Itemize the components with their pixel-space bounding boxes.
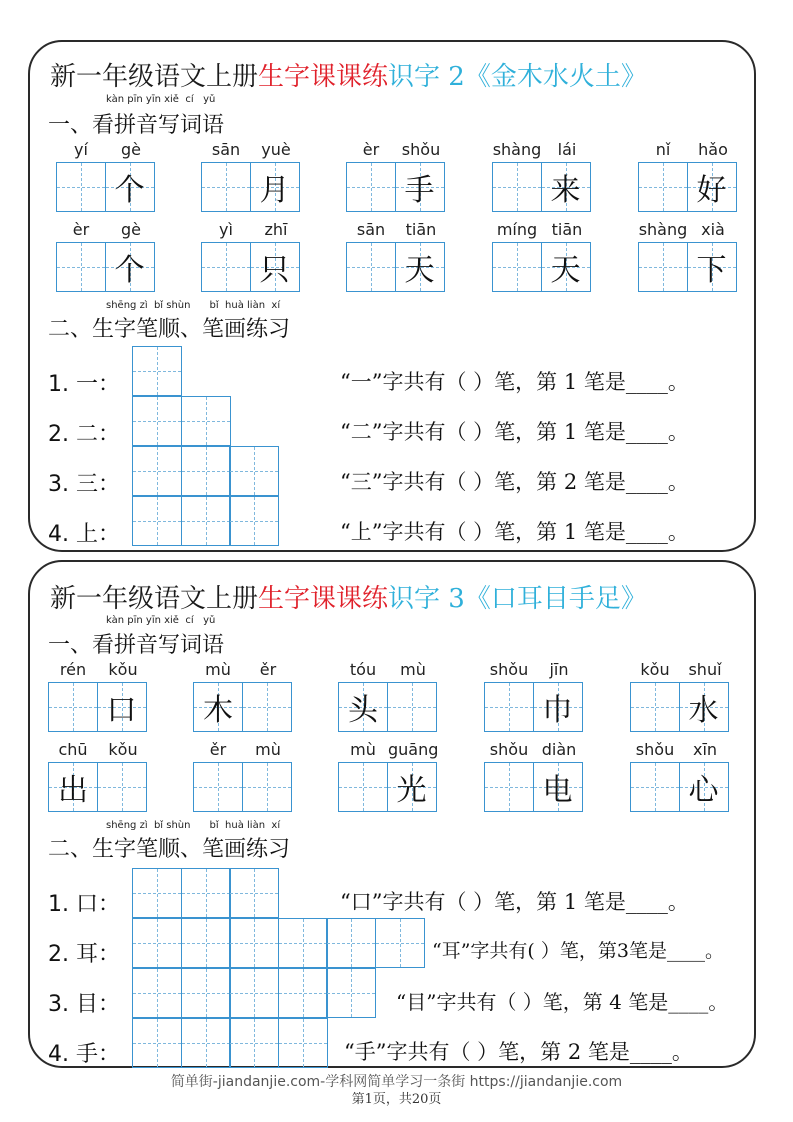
word-item xyxy=(48,660,148,732)
writing-cell[interactable] xyxy=(132,396,182,446)
pinyin: shǒu xyxy=(489,740,529,759)
word-item xyxy=(193,740,293,812)
writing-cell[interactable] xyxy=(242,682,292,732)
writing-cell[interactable] xyxy=(346,242,396,292)
title-grade: 新一年级语文上册 xyxy=(50,62,259,92)
section2-pinyin: shēng zì bǐ shùn bǐ huà liàn xí xyxy=(106,300,281,311)
stroke-row-label: 3. 目： xyxy=(48,992,120,1017)
writing-cell[interactable] xyxy=(630,682,680,732)
stroke-question: “耳”字共有( ）笔，第3笔是____。 xyxy=(432,940,724,962)
writing-cell[interactable] xyxy=(181,496,231,546)
writing-cell[interactable] xyxy=(132,496,182,546)
title-practice: 生字课课练 xyxy=(258,62,389,92)
title-practice: 生字课课练 xyxy=(258,584,389,614)
word-item xyxy=(201,140,301,212)
stroke-row-label: 1. 口： xyxy=(48,892,120,917)
word-item xyxy=(492,220,592,292)
pinyin: yuè xyxy=(261,140,291,159)
word-item xyxy=(638,140,738,212)
writing-cell[interactable] xyxy=(229,446,279,496)
worksheet-card-2 xyxy=(28,560,756,1068)
word-item xyxy=(484,740,584,812)
word-item xyxy=(484,660,584,732)
stroke-row-label: 2. 二： xyxy=(48,422,120,447)
pinyin: nǐ xyxy=(655,140,671,159)
writing-cell[interactable] xyxy=(630,762,680,812)
writing-cell[interactable] xyxy=(375,918,425,968)
section2-pinyin: shēng zì bǐ shùn bǐ huà liàn xí xyxy=(106,820,281,831)
writing-cell[interactable] xyxy=(387,682,437,732)
writing-cell[interactable]: 个 xyxy=(105,242,155,292)
writing-cell[interactable] xyxy=(278,918,328,968)
writing-cell[interactable] xyxy=(278,968,328,1018)
pinyin: lái xyxy=(557,140,577,159)
pinyin: gè xyxy=(121,140,141,159)
word-item xyxy=(338,740,438,812)
writing-cell[interactable] xyxy=(229,496,279,546)
writing-cell[interactable] xyxy=(132,446,182,496)
writing-cell[interactable] xyxy=(492,242,542,292)
worksheet-card-1 xyxy=(28,40,756,552)
writing-cell[interactable] xyxy=(132,1018,182,1068)
writing-cell[interactable] xyxy=(638,242,688,292)
stroke-grid[interactable] xyxy=(132,1018,328,1068)
stroke-grid[interactable] xyxy=(132,346,182,396)
pinyin: shǒu xyxy=(401,140,441,159)
writing-cell[interactable] xyxy=(132,968,182,1018)
pinyin: mù xyxy=(400,660,426,679)
writing-cell[interactable]: 天 xyxy=(541,242,591,292)
stroke-question: “上”字共有（ ）笔，第 1 笔是____。 xyxy=(340,520,689,544)
pinyin: sān xyxy=(211,140,241,159)
stroke-grid[interactable] xyxy=(132,968,376,1018)
pinyin: tiān xyxy=(551,220,583,239)
writing-cell[interactable] xyxy=(56,242,106,292)
pinyin: shàng xyxy=(638,220,688,239)
writing-cell[interactable] xyxy=(97,762,147,812)
writing-cell[interactable]: 下 xyxy=(687,242,737,292)
word-item xyxy=(346,220,446,292)
stroke-question: “三”字共有（ ）笔，第 2 笔是____。 xyxy=(340,470,689,494)
stroke-question: “二”字共有（ ）笔，第 1 笔是____。 xyxy=(340,420,689,444)
pinyin: èr xyxy=(72,220,90,239)
section1-pinyin: kàn pīn yīn xiě cí yǔ xyxy=(106,94,216,105)
title-lesson: 识字 2《金木水火土》 xyxy=(388,62,647,92)
writing-cell[interactable] xyxy=(201,242,251,292)
writing-cell[interactable] xyxy=(201,162,251,212)
word-item xyxy=(56,140,156,212)
stroke-row-label: 2. 耳： xyxy=(48,942,120,967)
stroke-question: “目”字共有（ ）笔，第 4 笔是____。 xyxy=(396,990,729,1014)
pinyin: shuǐ xyxy=(688,660,722,679)
pinyin: ěr xyxy=(259,660,277,679)
pinyin: mù xyxy=(255,740,281,759)
writing-cell[interactable] xyxy=(181,918,231,968)
pinyin: mù xyxy=(350,740,376,759)
writing-cell[interactable] xyxy=(346,162,396,212)
title-lesson: 识字 3《口耳目手足》 xyxy=(388,584,647,614)
word-item xyxy=(630,740,730,812)
writing-cell[interactable]: 月 xyxy=(250,162,300,212)
pinyin: tóu xyxy=(349,660,377,679)
writing-cell[interactable] xyxy=(181,396,231,446)
writing-cell[interactable] xyxy=(132,868,182,918)
writing-cell[interactable] xyxy=(229,1018,279,1068)
stroke-question: “口”字共有（ ）笔，第 1 笔是____。 xyxy=(340,890,689,914)
writing-cell[interactable] xyxy=(229,918,279,968)
word-item xyxy=(193,660,293,732)
section2-heading: 二、生字笔顺、笔画练习 xyxy=(48,317,291,342)
pinyin: èr xyxy=(362,140,380,159)
writing-cell[interactable]: 口 xyxy=(97,682,147,732)
writing-cell[interactable] xyxy=(278,1018,328,1068)
stroke-grid[interactable] xyxy=(132,868,279,918)
pinyin: mù xyxy=(205,660,231,679)
pinyin: xià xyxy=(701,220,725,239)
title-grade: 新一年级语文上册 xyxy=(50,584,259,614)
writing-cell[interactable] xyxy=(56,162,106,212)
writing-cell[interactable]: 木 xyxy=(193,682,243,732)
pinyin: kǒu xyxy=(640,660,670,679)
writing-cell[interactable]: 出 xyxy=(48,762,98,812)
pinyin: jīn xyxy=(549,660,569,679)
writing-cell[interactable] xyxy=(181,446,231,496)
page-number: 第1页，共20页 xyxy=(351,1092,442,1107)
writing-cell[interactable] xyxy=(181,1018,231,1068)
writing-cell[interactable]: 电 xyxy=(533,762,583,812)
pinyin: shàng xyxy=(492,140,542,159)
pinyin: diàn xyxy=(541,740,577,759)
writing-cell[interactable]: 来 xyxy=(541,162,591,212)
writing-cell[interactable] xyxy=(181,868,231,918)
writing-cell[interactable]: 手 xyxy=(395,162,445,212)
writing-cell[interactable]: 巾 xyxy=(533,682,583,732)
word-item xyxy=(338,660,438,732)
writing-cell[interactable]: 个 xyxy=(105,162,155,212)
writing-cell[interactable] xyxy=(484,682,534,732)
pinyin: míng xyxy=(496,220,538,239)
writing-cell[interactable] xyxy=(193,762,243,812)
stroke-question: “手”字共有（ ）笔，第 2 笔是____。 xyxy=(344,1040,693,1064)
writing-cell[interactable] xyxy=(181,968,231,1018)
writing-cell[interactable] xyxy=(492,162,542,212)
stroke-row-label: 4. 手： xyxy=(48,1042,120,1067)
pinyin: guāng xyxy=(388,740,439,759)
writing-cell[interactable] xyxy=(242,762,292,812)
writing-cell[interactable]: 水 xyxy=(679,682,729,732)
pinyin: zhī xyxy=(264,220,288,239)
writing-cell[interactable]: 只 xyxy=(250,242,300,292)
pinyin: xīn xyxy=(692,740,718,759)
writing-cell[interactable]: 头 xyxy=(338,682,388,732)
stroke-grid[interactable] xyxy=(132,446,279,496)
stroke-row-label: 3. 三： xyxy=(48,472,120,497)
writing-cell[interactable] xyxy=(326,918,376,968)
section1-pinyin: kàn pīn yīn xiě cí yǔ xyxy=(106,615,216,626)
writing-cell[interactable]: 天 xyxy=(395,242,445,292)
pinyin: kǒu xyxy=(108,740,138,759)
word-item xyxy=(492,140,592,212)
writing-cell[interactable] xyxy=(229,968,279,1018)
pinyin: sān xyxy=(356,220,386,239)
stroke-grid[interactable] xyxy=(132,918,425,968)
section1-heading: 一、看拼音写词语 xyxy=(48,113,225,138)
pinyin: yì xyxy=(219,220,233,239)
pinyin: shǒu xyxy=(635,740,675,759)
word-item xyxy=(201,220,301,292)
writing-cell[interactable]: 心 xyxy=(679,762,729,812)
word-item xyxy=(638,220,738,292)
stroke-question: “一”字共有（ ）笔，第 1 笔是____。 xyxy=(340,370,689,394)
pinyin: shǒu xyxy=(489,660,529,679)
word-item xyxy=(346,140,446,212)
footer-source: 简单街-jiandanjie.com-学科网简单学习一条街 https://jiandanjie.com xyxy=(170,1074,623,1090)
worksheet-title xyxy=(50,56,647,93)
pinyin: ěr xyxy=(209,740,227,759)
writing-cell[interactable] xyxy=(338,762,388,812)
writing-cell[interactable] xyxy=(638,162,688,212)
worksheet-title xyxy=(50,578,647,615)
section2-heading: 二、生字笔顺、笔画练习 xyxy=(48,837,291,862)
pinyin: kǒu xyxy=(108,660,138,679)
writing-cell[interactable] xyxy=(326,968,376,1018)
writing-cell[interactable] xyxy=(132,346,182,396)
pinyin: rén xyxy=(59,660,87,679)
stroke-row-label: 1. 一： xyxy=(48,372,120,397)
pinyin: gè xyxy=(121,220,141,239)
writing-cell[interactable] xyxy=(229,868,279,918)
writing-cell[interactable] xyxy=(132,918,182,968)
stroke-grid[interactable] xyxy=(132,396,231,446)
writing-cell[interactable] xyxy=(48,682,98,732)
writing-cell[interactable]: 光 xyxy=(387,762,437,812)
pinyin: chū xyxy=(58,740,88,759)
writing-cell[interactable]: 好 xyxy=(687,162,737,212)
section1-heading: 一、看拼音写词语 xyxy=(48,633,225,658)
writing-cell[interactable] xyxy=(484,762,534,812)
pinyin: hǎo xyxy=(698,140,728,159)
stroke-row-label: 4. 上： xyxy=(48,522,120,547)
word-item xyxy=(48,740,148,812)
pinyin: yí xyxy=(74,140,88,159)
pinyin: tiān xyxy=(405,220,437,239)
stroke-grid[interactable] xyxy=(132,496,279,546)
word-item xyxy=(630,660,730,732)
word-item xyxy=(56,220,156,292)
